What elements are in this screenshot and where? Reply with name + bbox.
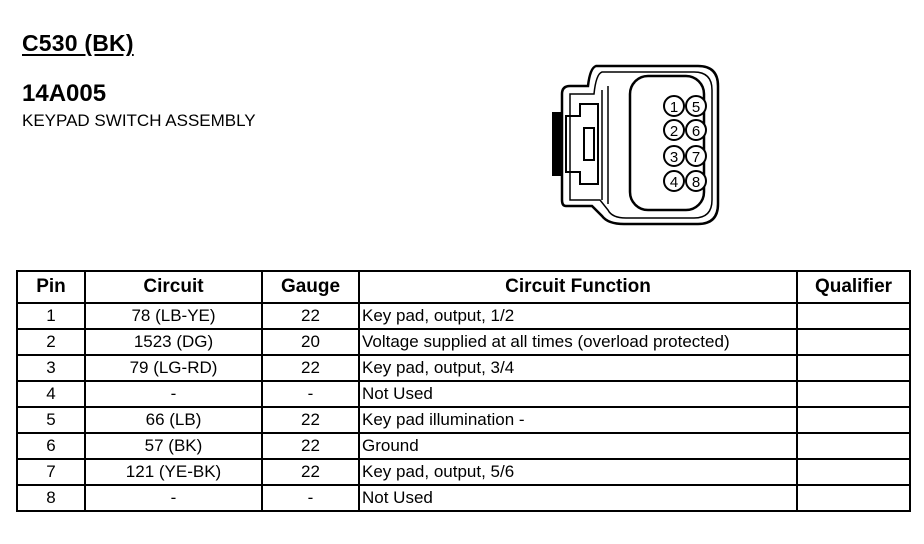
table-row	[17, 433, 910, 459]
pin-cell: 2	[17, 329, 85, 355]
svg-text:6: 6	[691, 123, 701, 140]
pin-2	[664, 120, 684, 140]
pin-cell: 1	[17, 303, 85, 329]
qualifier-cell	[797, 355, 910, 381]
function-cell: Key pad, output, 5/6	[359, 459, 797, 485]
gauge-cell: 20	[262, 329, 359, 355]
qualifier-cell	[797, 381, 910, 407]
pin-cell: 7	[17, 459, 85, 485]
circuit-cell: 1523 (DG)	[85, 329, 262, 355]
svg-text:4: 4	[669, 174, 679, 191]
circuit-cell: 57 (BK)	[85, 433, 262, 459]
function-cell: Voltage supplied at all times (overload protected)	[359, 329, 797, 355]
connector-face-drawing	[552, 64, 720, 226]
pin-8	[686, 171, 706, 191]
connector-id: C530 (BK)	[22, 30, 134, 56]
circuit-cell: 79 (LG-RD)	[85, 355, 262, 381]
table-row	[17, 303, 910, 329]
part-description: KEYPAD SWITCH ASSEMBLY	[22, 111, 256, 130]
part-number: 14A005	[22, 80, 107, 107]
column-header-circuit-function: Circuit Function	[359, 271, 797, 303]
gauge-cell: -	[262, 485, 359, 511]
column-header-qualifier: Qualifier	[797, 271, 910, 303]
function-cell: Not Used	[359, 485, 797, 511]
qualifier-cell	[797, 485, 910, 511]
pin-5	[686, 96, 706, 116]
svg-text:3: 3	[669, 149, 679, 166]
pin-cell: 3	[17, 355, 85, 381]
pin-7	[686, 146, 706, 166]
qualifier-cell	[797, 303, 910, 329]
pin-cell: 4	[17, 381, 85, 407]
gauge-cell: 22	[262, 433, 359, 459]
pin-3	[664, 146, 684, 166]
qualifier-cell	[797, 459, 910, 485]
circuit-cell: 66 (LB)	[85, 407, 262, 433]
locking-latch	[552, 112, 562, 176]
svg-text:8: 8	[691, 174, 701, 191]
column-header-gauge: Gauge	[262, 271, 359, 303]
svg-text:7: 7	[691, 149, 701, 166]
gauge-cell: 22	[262, 355, 359, 381]
qualifier-cell	[797, 407, 910, 433]
table-row	[17, 329, 910, 355]
table-row	[17, 459, 910, 485]
gauge-cell: 22	[262, 407, 359, 433]
circuit-cell: 121 (YE-BK)	[85, 459, 262, 485]
pin-cell: 5	[17, 407, 85, 433]
circuit-cell: 78 (LB-YE)	[85, 303, 262, 329]
pin-6	[686, 120, 706, 140]
qualifier-cell	[797, 433, 910, 459]
gauge-cell: 22	[262, 459, 359, 485]
function-cell: Key pad, output, 3/4	[359, 355, 797, 381]
table-row	[17, 407, 910, 433]
svg-text:5: 5	[691, 99, 701, 116]
function-cell: Key pad, output, 1/2	[359, 303, 797, 329]
pin-4	[664, 171, 684, 191]
pinout-table	[16, 270, 911, 512]
pin-cell: 6	[17, 433, 85, 459]
table-row	[17, 381, 910, 407]
column-header-pin: Pin	[17, 271, 85, 303]
connector-inner-outline	[570, 72, 712, 218]
function-cell: Ground	[359, 433, 797, 459]
svg-text:1: 1	[669, 99, 679, 116]
table-row	[17, 355, 910, 381]
latch-slot	[584, 128, 594, 160]
function-cell: Key pad illumination -	[359, 407, 797, 433]
pin-1	[664, 96, 684, 116]
table-header-row	[17, 271, 910, 303]
qualifier-cell	[797, 329, 910, 355]
gauge-cell: 22	[262, 303, 359, 329]
svg-text:2: 2	[669, 123, 679, 140]
table-row	[17, 485, 910, 511]
column-header-circuit: Circuit	[85, 271, 262, 303]
circuit-cell: -	[85, 381, 262, 407]
function-cell: Not Used	[359, 381, 797, 407]
circuit-cell: -	[85, 485, 262, 511]
gauge-cell: -	[262, 381, 359, 407]
pin-cell: 8	[17, 485, 85, 511]
